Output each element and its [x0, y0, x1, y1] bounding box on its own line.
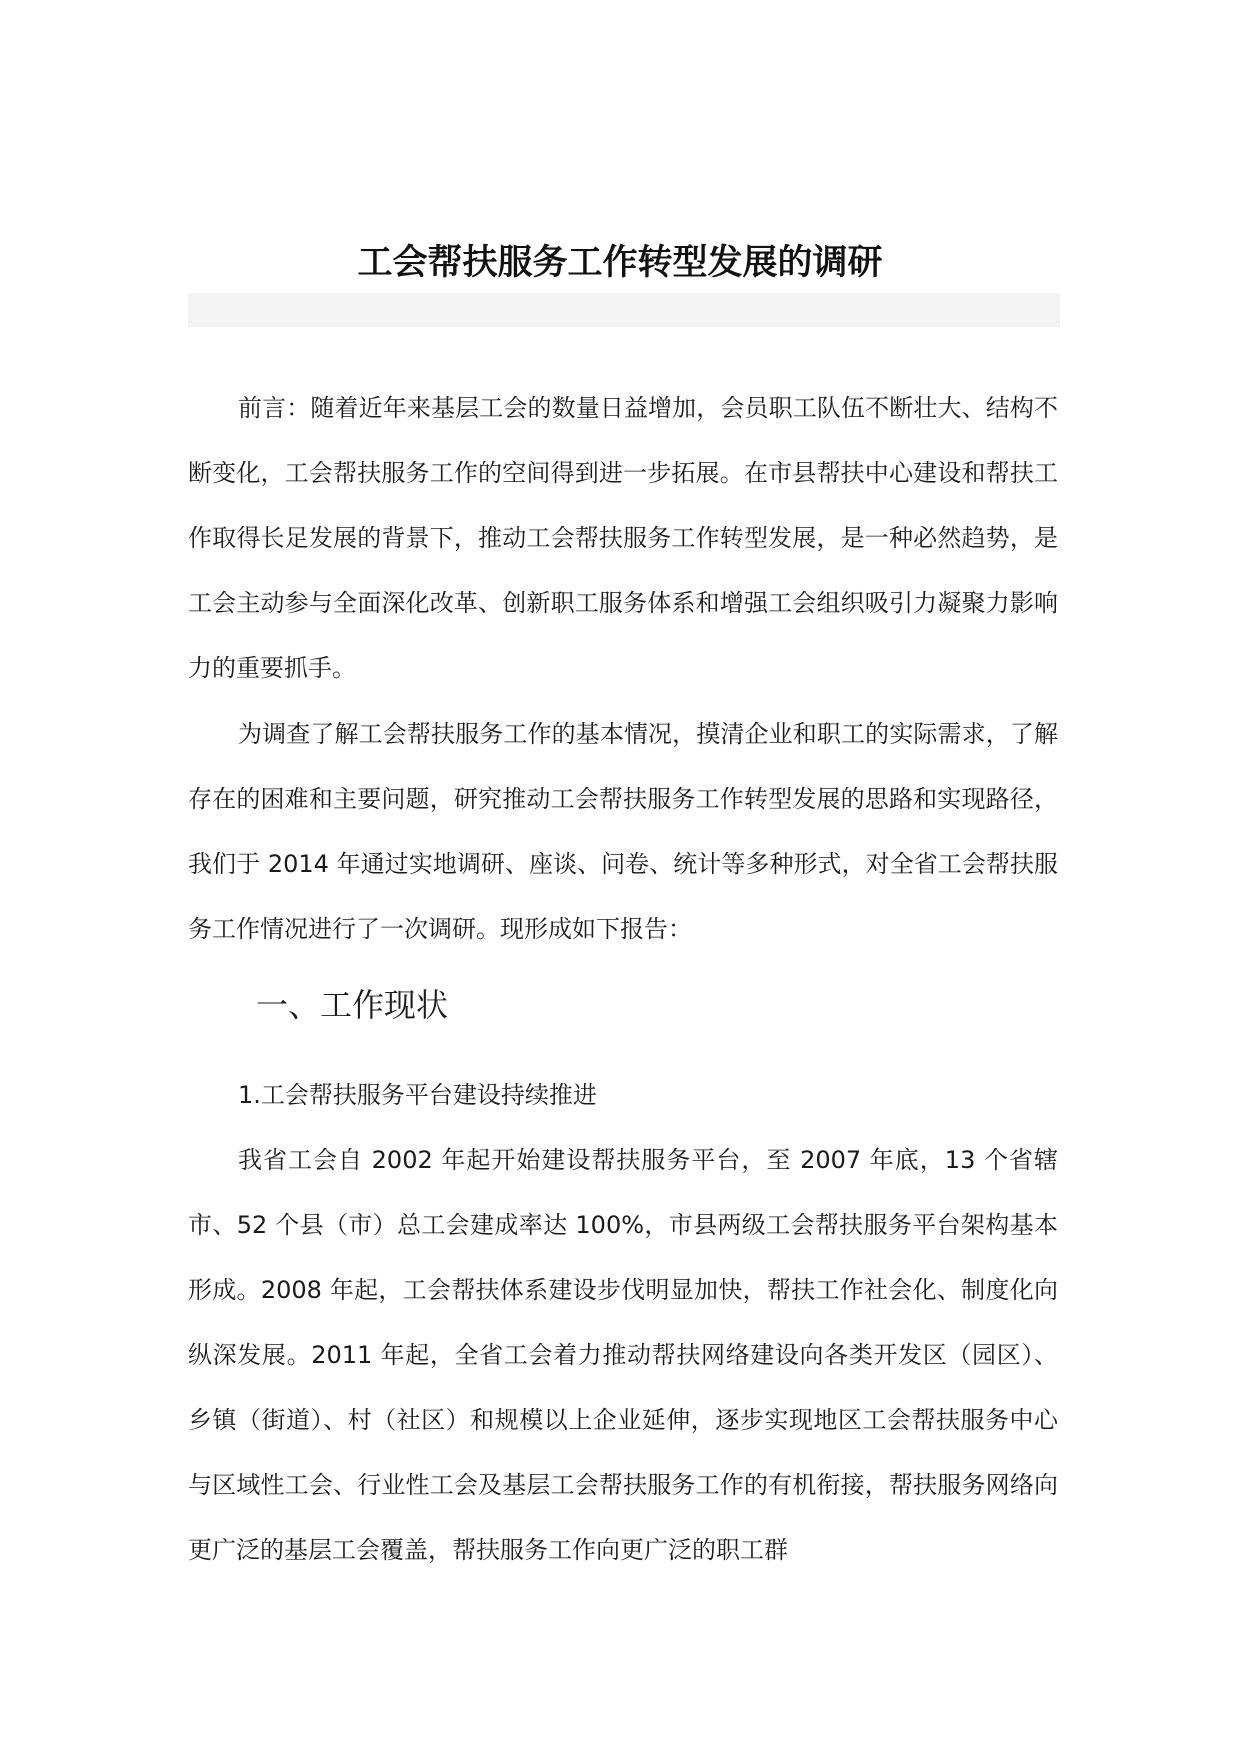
document-title: 工会帮扶服务工作转型发展的调研: [357, 243, 883, 283]
paragraph-preface: 前言：随着近年来基层工会的数量日益增加，会员职工队伍不断壮大、结构不断变化，工会帮扶服务工作的空间得到进一步拓展。在市县帮扶中心建设和帮扶工作取得长足发展的背景下，推动工会帮扶服务工作转型发展，是一种必然趋势，是工会主动参与全面深化改革、创新职工服务体系和增强工会组织吸引力凝聚力影响力的重要抓手。: [188, 394, 1058, 682]
paragraph-platform-history: 我省工会自 2002 年起开始建设帮扶服务平台，至 2007 年底，13 个省辖市、52 个县（市）总工会建成率达 100%，市县两级工会帮扶服务平台架构基本形成。2008 年起，工会帮扶体系建设步伐明显加快，帮扶工作社会化、制度化向纵深发展。2011 年起，全省工会着力推动帮扶网络建设向各类开发区（园区）、乡镇（街道）、村（社区）和规模以上企业延伸，逐步实现地区工会帮扶服务中心与区域性工会、行业性工会及基层工会帮扶服务工作的有机衔接，帮扶服务网络向更广泛的基层工会覆盖，帮扶服务工作向更广泛的职工群: [188, 1146, 1058, 1564]
section-heading-current-status: 一、工作现状: [256, 986, 449, 1024]
paragraph-research-purpose: 为调查了解工会帮扶服务工作的基本情况，摸清企业和职工的实际需求，了解存在的困难和主要问题，研究推动工会帮扶服务工作转型发展的思路和实现路径，我们于 2014 年通过实地调研、座谈、问卷、统计等多种形式，对全省工会帮扶服务工作情况进行了一次调研。现形成如下报告：: [188, 720, 1058, 943]
subsection-heading-platform: 1.工会帮扶服务平台建设持续推进: [238, 1081, 597, 1109]
title-underline-bar: [188, 293, 1060, 327]
